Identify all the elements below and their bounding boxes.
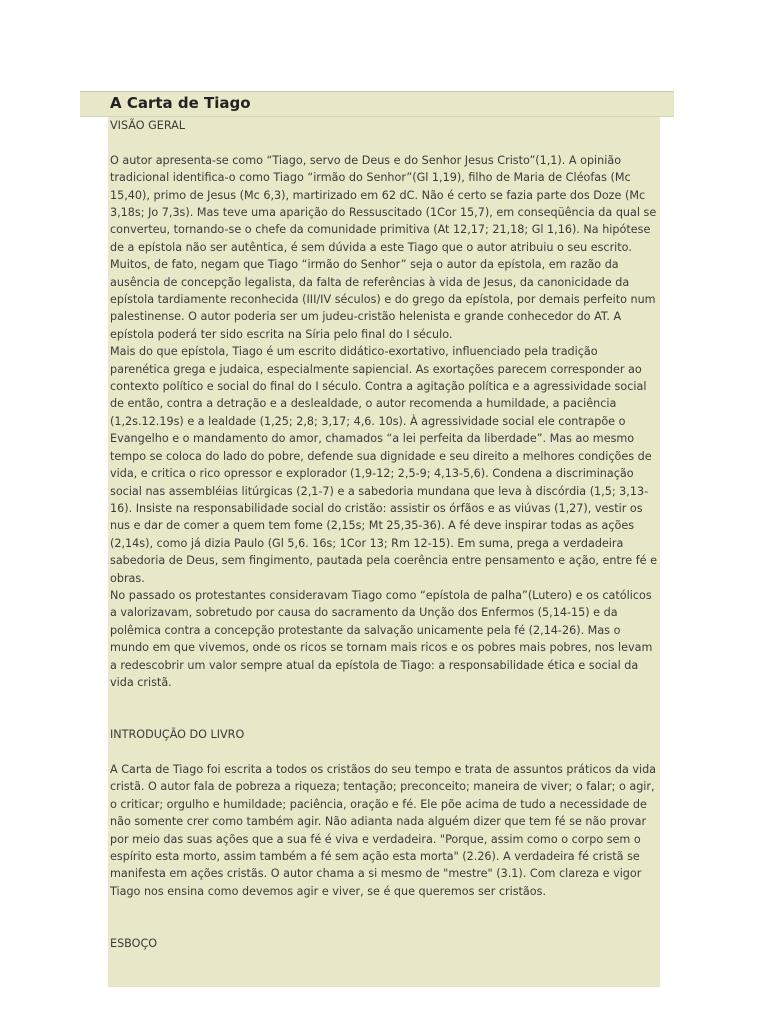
spacer: [110, 691, 658, 726]
spacer: [110, 134, 658, 151]
paragraph: O autor apresenta-se como “Tiago, servo de Deus e do Senhor Jesus Cristo”(1,1). A opinião tradicional identifica-o como Tiago “irmão do Senhor”(Gl 1,19), filho de Maria de Cléofas (Mc 15,40), primo de Jesus (Mc 6,3), martirizado em 62 dC. Não é certo se fazia parte dos Doze (Mc 3,18s; Jo 7,3s). Mas teve uma aparição do Ressuscitado (1Cor 15,7), em conseqüência da qual se converteu, tornando-se o chefe da comunidade primitiva (At 12,17; 21,18; Gl 1,16). Na hipótese de a epístola não ser autêntica, é sem dúvida a este Tiago que o autor atribuiu o seu escrito. Muitos, de fato, negam que Tiago “irmão do Senhor” seja o autor da epístola, em razão da ausência de concepção legalista, da falta de referências à vida de Jesus, da canonicidade da epístola tardiamente reconhecida (III/IV séculos) e do grego da epístola, por demais perfeito num palestinense. O autor poderia ser um judeu-cristão helenista e grande conhecedor do AT. A epístola poderá ter sido escrita na Síria pelo final do I século.: [110, 153, 657, 341]
page-title: A Carta de Tiago: [110, 94, 251, 112]
paragraph: A Carta de Tiago foi escrita a todos os cristãos do seu tempo e trata de assuntos práticos da vida cristã. O autor fala de pobreza a riqueza; tentação; preconceito; maneira de viver; o falar; o agir, o criticar; orgulho e humildade; paciência, oração e fé. Ele põe acima de tudo a necessidade de não somente crer como também agir. Não adianta nada alguém dizer que tem fé se não provar por meio das suas ações que a sua fé é viva e verdadeira. "Porque, assim como o corpo sem o espírito esta morto, assim também a fé sem ação esta morta" (2.26). A verdadeira fé cristã se manifesta em ações cristãs. O autor chama a si mesmo de "mestre" (3.1). Com clareza e vigor Tiago nos ensina como devemos agir e viver, se é que queremos ser cristãos.: [110, 762, 657, 898]
spacer: [110, 744, 658, 761]
section-heading-visao-geral: VISÃO GERAL: [110, 119, 186, 132]
paragraph: No passado os protestantes consideravam Tiago como “epístola de palha”(Lutero) e os católicos a valorizavam, sobretudo por causa do sacramento da Unção dos Enfermos (5,14-15) e da polêmica contra a concepção protestante da salvação unicamente pela fé (2,14-26). Mas o mundo em que vivemos, onde os ricos se tornam mais ricos e os pobres mais pobres, nos levam a redescobrir um valor sempre atual da epístola de Tiago: a responsabilidade ética e social da vida cristã.: [110, 588, 653, 689]
section-heading-esboco: ESBOÇO: [110, 937, 158, 951]
spacer: [110, 900, 658, 935]
paragraph: Mais do que epístola, Tiago é um escrito didático-exortativo, influenciado pela tradição parenética grega e judaica, especialmente sapiencial. As exortações parecem corresponder ao contexto político e social do final do I século. Contra a agitação política e a agressividade social de então, contra a detração e a deslealdade, o autor recomenda a humildade, a paciência (1,2s.12.19s) e a lealdade (1,25; 2,8; 3,17; 4,6. 10s). À agressividade social ele contrapõe o Evangelho e o mandamento do amor, chamados “a lei perfeita da liberdade”. Mas ao mesmo tempo se coloca do lado do pobre, defende sua dignidade e seu direito a melhores condições de vida, e critica o rico opressor e explorador (1,9-12; 2,5-9; 4,13-5,6). Condena a discriminação social nas assembléias litúrgicas (2,1-7) e a sabedoria mundana que leva à discórdia (1,5; 3,13-16). Insiste na responsabilidade social do cristão: assistir os órfãos e as viúvas (1,27), vestir os nus e dar de comer a quem tem fome (2,15s; Mt 25,35-36). A fé deve inspirar todas as ações (2,14s), como já dizia Paulo (Gl 5,6. 16s; 1Cor 13; Rm 12-15). Em suma, prega a verdadeira sabedoria de Deus, sem fingimento, pautada pela coerência entre pensamento e ação, entre fé e obras.: [110, 345, 657, 585]
document-body: [110, 117, 658, 952]
section-heading-introducao: INTRODUÇÃO DO LIVRO: [110, 728, 245, 742]
